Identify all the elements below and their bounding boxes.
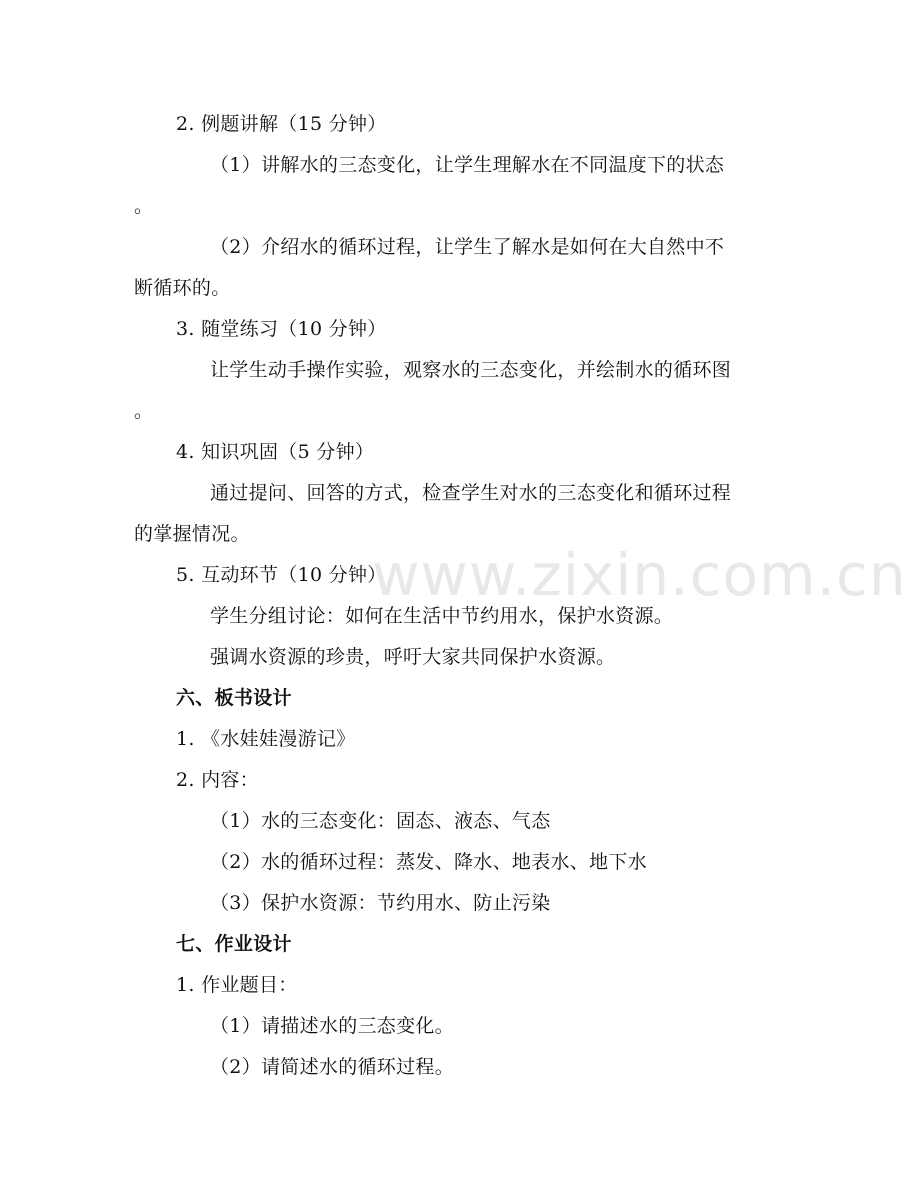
watermark: www.zixin.com.cn	[372, 541, 907, 609]
list-item: 2. 内容：	[176, 769, 259, 791]
list-item: （1）请描述水的三态变化。	[210, 1015, 454, 1037]
paragraph-line: （2）介绍水的循环过程，让学生了解水是如何在大自然中不	[210, 236, 725, 258]
list-item: （1）水的三态变化：固态、液态、气态	[210, 810, 551, 832]
paragraph-line: 。	[134, 400, 154, 422]
list-item: 1. 作业题目：	[176, 974, 298, 996]
paragraph-line: （1）讲解水的三态变化，让学生理解水在不同温度下的状态	[210, 154, 725, 176]
section-item-4: 4. 知识巩固（5 分钟）	[176, 441, 375, 463]
paragraph-line: 通过提问、回答的方式，检查学生对水的三态变化和循环过程	[210, 482, 732, 504]
paragraph-line: 强调水资源的珍贵，呼吁大家共同保护水资源。	[210, 646, 616, 668]
section-item-3: 3. 随堂练习（10 分钟）	[176, 318, 387, 340]
section-item-2: 2. 例题讲解（15 分钟）	[176, 113, 387, 135]
paragraph-line: 学生分组讨论：如何在生活中节约用水，保护水资源。	[210, 605, 674, 627]
list-item: （2）请简述水的循环过程。	[210, 1056, 454, 1078]
section-item-5: 5. 互动环节（10 分钟）	[176, 564, 387, 586]
section-heading-homework-design: 七、作业设计	[176, 933, 292, 955]
paragraph-line: 的掌握情况。	[134, 523, 250, 545]
list-item: （3）保护水资源：节约用水、防止污染	[210, 892, 551, 914]
list-item: （2）水的循环过程：蒸发、降水、地表水、地下水	[210, 851, 647, 873]
paragraph-line: 让学生动手操作实验，观察水的三态变化，并绘制水的循环图	[210, 359, 732, 381]
paragraph-line: 。	[134, 195, 154, 217]
paragraph-line: 断循环的。	[134, 277, 231, 299]
list-item: 1. 《水娃娃漫游记》	[176, 728, 356, 750]
section-heading-board-design: 六、板书设计	[176, 687, 292, 709]
